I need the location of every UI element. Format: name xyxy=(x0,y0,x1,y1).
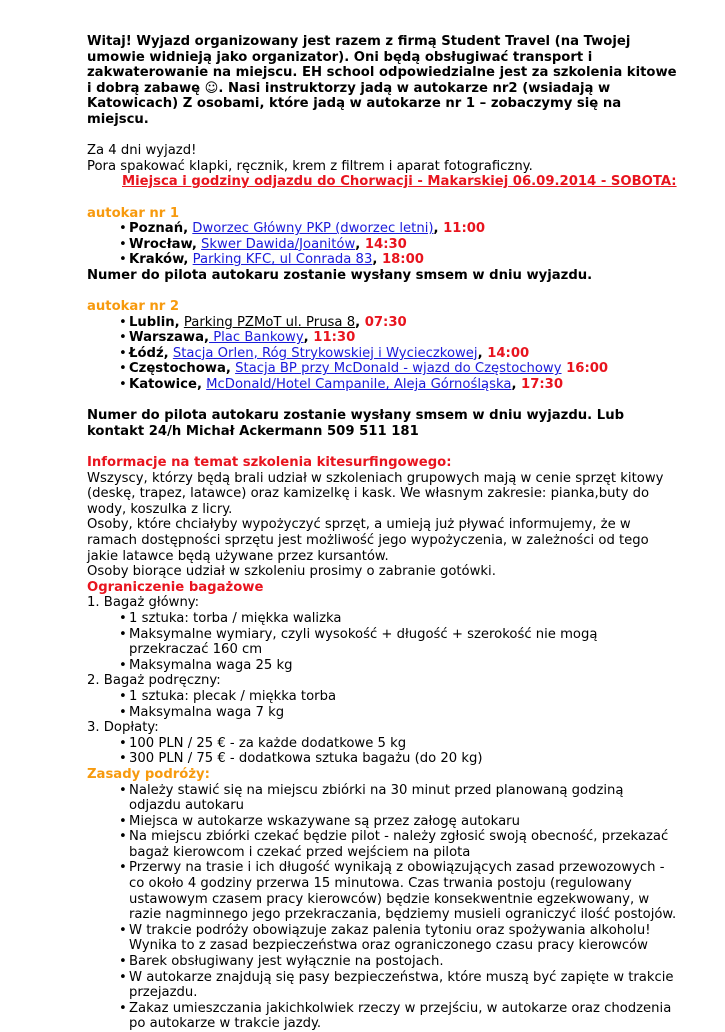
rules-title: Zasady podróży: xyxy=(87,767,677,783)
stop-place-link[interactable]: McDonald/Hotel Campanile, Aleja Górnośląska xyxy=(206,377,511,392)
document-page xyxy=(87,34,677,1032)
intro-paragraph: Witaj! Wyjazd organizowany jest razem z firmą Student Travel (na Twojej umowie widnieją jako organizator). Oni będą obsługiwać transport i zakwaterowanie na miejscu. EH school odpowiedzialne jest za szkolenia kitowe i dobrą zabawę ☺. Nasi instruktorzy jadą w autokarze nr2 (wsiadają w Katowicach) Z osobami, które jadą w autokarze nr 1 – zobaczymy się na miejscu. xyxy=(87,34,677,128)
training-title: Informacje na temat szkolenia kitesurfingowego: xyxy=(87,455,677,471)
stop-sep: , xyxy=(434,221,439,236)
list-item: • 100 PLN / 25 € - za każde dodatkowe 5 kg xyxy=(121,736,677,752)
stop-sep: , xyxy=(304,330,309,345)
stop-time: 18:00 xyxy=(377,252,424,267)
bus2-stop xyxy=(121,361,677,377)
stop-time: 14:30 xyxy=(360,237,407,252)
stop-city: Warszawa, xyxy=(129,330,209,345)
trip-countdown: Za 4 dni wyjazd! xyxy=(87,143,677,159)
training-paragraph: Osoby, które chciałyby wypożyczyć sprzęt, a umieją już pływać informujemy, że w ramach dostępności sprzętu jest możliwość jego wypożyczenia, w zależności od tego jakie latawce będą używane przez kursantów. xyxy=(87,517,677,564)
bus2-stops xyxy=(87,315,677,393)
stop-city: Kraków, xyxy=(129,252,188,267)
baggage-groups xyxy=(87,595,677,767)
bus2-stop xyxy=(121,330,677,346)
bus2-stop xyxy=(121,315,677,331)
stop-place-link[interactable]: Stacja BP przy McDonald - wjazd do Częstochowy xyxy=(235,361,561,376)
stop-city: Łódź, xyxy=(129,346,169,361)
stop-sep: , xyxy=(372,252,377,267)
list-item: • 300 PLN / 75 € - dodatkowa sztuka bagażu (do 20 kg) xyxy=(121,751,677,767)
stop-time: 17:30 xyxy=(516,377,563,392)
list-item: • W trakcie podróży obowiązuje zakaz palenia tytoniu oraz spożywania alkoholu! Wynika to z zasad bezpieczeństwa oraz ograniczonego czasu pracy kierowców xyxy=(121,923,677,954)
list-item: • Na miejscu zbiórki czekać będzie pilot - należy zgłosić swoją obecność, przekazać bagaż kierowcom i czekać przed wejściem na pilota xyxy=(121,829,677,860)
baggage-list xyxy=(87,611,677,673)
bus2-stop xyxy=(121,346,677,362)
stop-city: Wrocław, xyxy=(129,237,197,252)
training-paragraph: Osoby biorące udział w szkoleniu prosimy o zabranie gotówki. xyxy=(87,564,677,580)
stop-place-link[interactable]: Plac Bankowy xyxy=(209,330,304,345)
bus1-stop xyxy=(121,237,677,253)
list-item: • 1 sztuka: torba / miękka walizka xyxy=(121,611,677,627)
baggage-group-label: 3. Dopłaty: xyxy=(87,720,677,736)
stop-place-link[interactable]: Stacja Orlen, Róg Strykowskiej i Wycieczkowej xyxy=(173,346,478,361)
stop-sep: , xyxy=(478,346,483,361)
list-item: • Barek obsługiwany jest wyłącznie na postojach. xyxy=(121,954,677,970)
bus1-pilot-note: Numer do pilota autokaru zostanie wysłany smsem w dniu wyjazdu. xyxy=(87,268,677,284)
stop-city: Lublin, xyxy=(129,315,180,330)
training-paragraph: Wszyscy, którzy będą brali udział w szkoleniach grupowych mają w cenie sprzęt kitowy (deskę, trapez, latawce) oraz kamizelkę i kask. We własnym zakresie: pianka,buty do wody, koszulka z licry. xyxy=(87,471,677,518)
bus1-stops xyxy=(87,221,677,268)
list-item: • Maksymalna waga 7 kg xyxy=(121,705,677,721)
stop-time: 11:30 xyxy=(309,330,356,345)
bus1-stop xyxy=(121,221,677,237)
stop-city: Katowice, xyxy=(129,377,202,392)
baggage-group-label: 1. Bagaż główny: xyxy=(87,595,677,611)
bus2-pilot-note: Numer do pilota autokaru zostanie wysłany smsem w dniu wyjazdu. Lub kontakt 24/h Michał Ackermann 509 511 181 xyxy=(87,408,677,439)
stop-sep: , xyxy=(511,377,516,392)
stop-sep: , xyxy=(355,237,360,252)
stop-place-link[interactable]: Skwer Dawida/Joanitów xyxy=(201,237,355,252)
list-item: • Należy stawić się na miejscu zbiórki na 30 minut przed planowaną godziną odjazdu autokaru xyxy=(121,783,677,814)
bus2-title: autokar nr 2 xyxy=(87,299,677,315)
stop-sep: , xyxy=(355,315,360,330)
list-item: • 1 sztuka: plecak / miękka torba xyxy=(121,689,677,705)
baggage-list xyxy=(87,689,677,720)
baggage-list xyxy=(87,736,677,767)
stop-time: 07:30 xyxy=(360,315,407,330)
baggage-group-label: 2. Bagaż podręczny: xyxy=(87,673,677,689)
list-item: • Przerwy na trasie i ich długość wynikają z obowiązujących zasad przewozowych - co około 4 godziny przerwa 15 minutowa. Czas trwania postoju (regulowany ustawowym czasem pracy kierowców) będzie konsekwentnie egzekwowany, w razie nagminnego jego przekraczania, będziemy musieli ograniczyć ilość postojów. xyxy=(121,860,677,922)
stop-place-link[interactable]: Dworzec Główny PKP (dworzec letni) xyxy=(192,221,433,236)
stop-time: 16:00 xyxy=(562,361,609,376)
stop-place-link[interactable]: Parking KFC, ul Conrada 83 xyxy=(193,252,373,267)
stop-city: Częstochowa, xyxy=(129,361,231,376)
packing-reminder: Pora spakować klapki, ręcznik, krem z filtrem i aparat fotograficzny. xyxy=(87,159,677,175)
list-item: • Miejsca w autokarze wskazywane są przez załogę autokaru xyxy=(121,814,677,830)
bus2-stop xyxy=(121,377,677,393)
stop-city: Poznań, xyxy=(129,221,188,236)
rules-list xyxy=(87,783,677,1032)
stop-place-link[interactable]: Parking PZMoT ul. Prusa 8 xyxy=(184,315,355,330)
bus1-stop xyxy=(121,252,677,268)
list-item: • W autokarze znajdują się pasy bezpieczeństwa, które muszą być zapięte w trakcie przejazdu. xyxy=(121,970,677,1001)
baggage-title: Ograniczenie bagażowe xyxy=(87,580,677,596)
list-item: • Zakaz umieszczania jakichkolwiek rzeczy w przejściu, w autokarze oraz chodzenia po autokarze w trakcie jazdy. xyxy=(121,1001,677,1032)
list-item: • Maksymalna waga 25 kg xyxy=(121,658,677,674)
departure-header: Miejsca i godziny odjazdu do Chorwacji - Makarskiej 06.09.2014 - SOBOTA: xyxy=(87,174,677,190)
list-item: • Maksymalne wymiary, czyli wysokość + długość + szerokość nie mogą przekraczać 160 cm xyxy=(121,627,677,658)
stop-time: 14:00 xyxy=(483,346,530,361)
bus1-title: autokar nr 1 xyxy=(87,206,677,222)
stop-time: 11:00 xyxy=(439,221,486,236)
